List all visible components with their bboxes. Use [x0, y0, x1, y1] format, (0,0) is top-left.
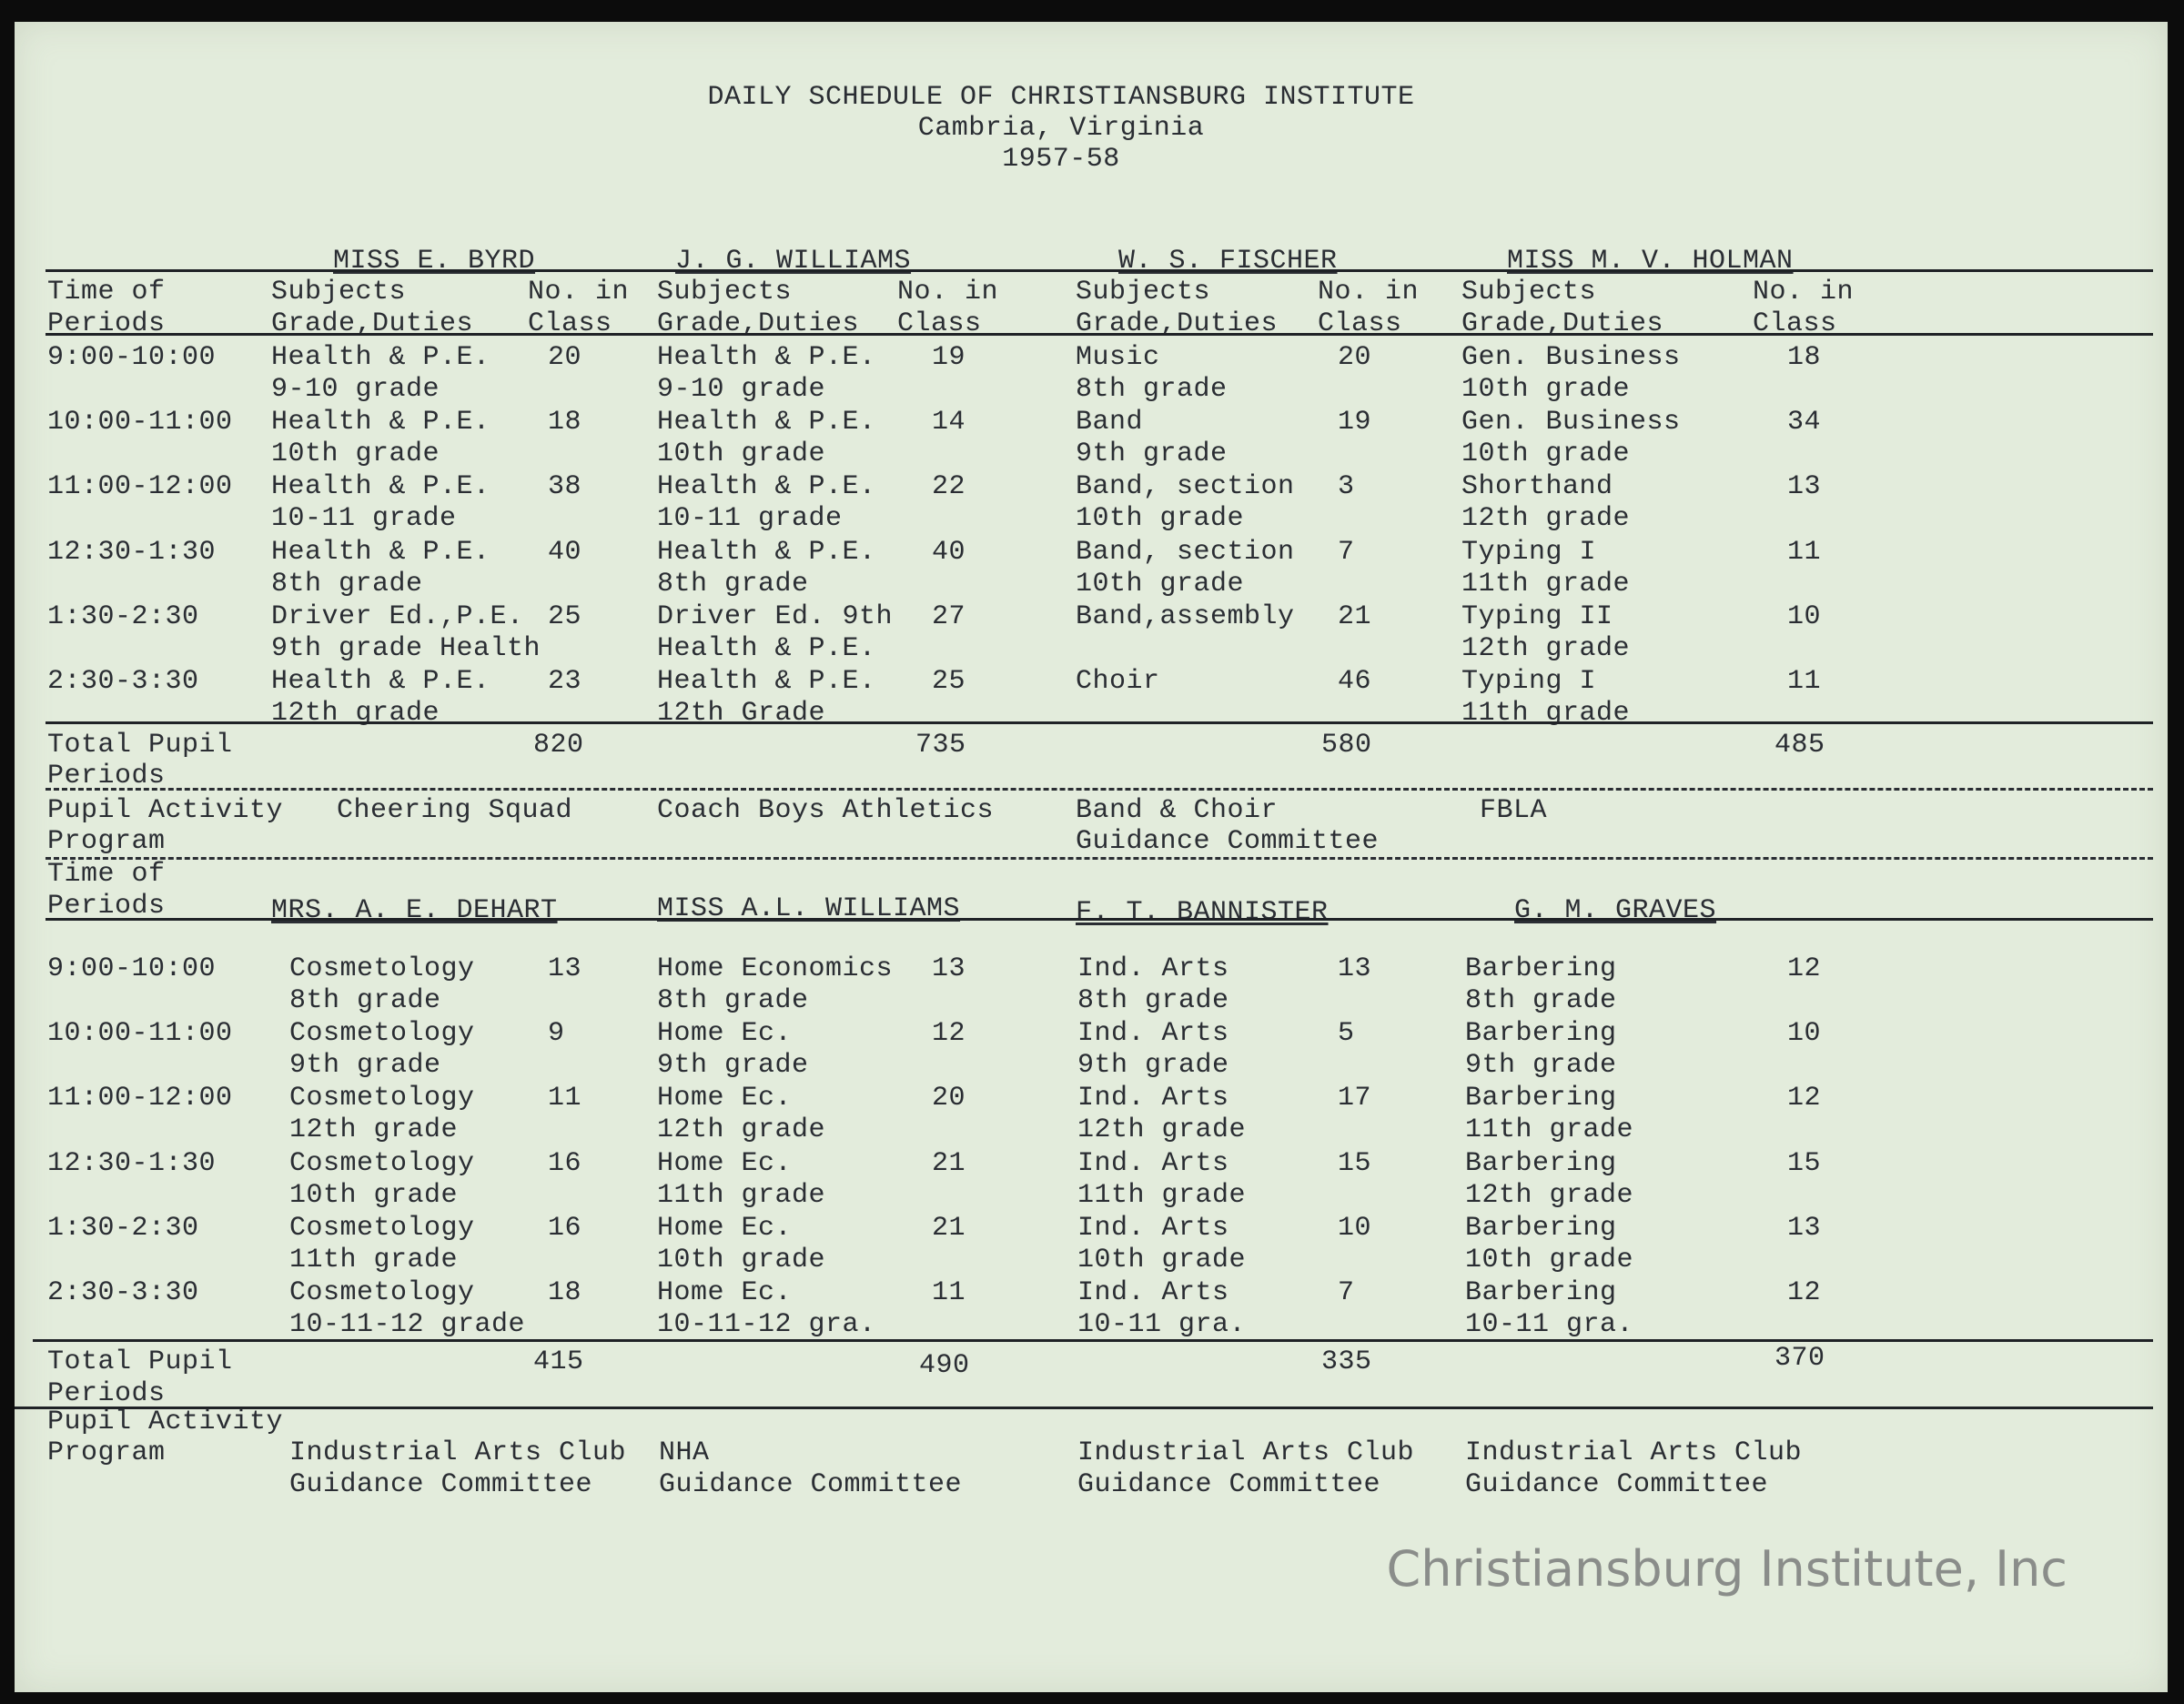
- teacher-name: MISS A.L. WILLIAMS: [657, 893, 961, 924]
- subject-text: Gen. Business: [1461, 407, 1681, 438]
- subject-text: Barbering: [1465, 1277, 1617, 1308]
- grade-text: 11th grade: [289, 1245, 459, 1275]
- activity-text: NHA: [659, 1437, 710, 1468]
- grade-text: 9th grade: [289, 1050, 441, 1081]
- header-subjects: Subjects: [1076, 277, 1211, 308]
- class-count: 40: [548, 537, 582, 568]
- header-subjects: Subjects: [271, 277, 407, 308]
- class-count: 40: [932, 537, 966, 568]
- subject-text: Music: [1076, 342, 1160, 373]
- grade-text: 12th grade: [1461, 503, 1631, 534]
- activity-text: Band & Choir: [1076, 795, 1279, 826]
- subject-text: Health & P.E.: [657, 407, 876, 438]
- activity-text: Guidance Committee: [1465, 1469, 1769, 1500]
- class-count: 34: [1787, 407, 1822, 438]
- class-count: 21: [932, 1213, 966, 1244]
- grade-text: 12th Grade: [657, 698, 826, 729]
- class-count: 46: [1338, 666, 1372, 697]
- grade-text: 9th grade Health: [271, 633, 541, 664]
- header-grade-duties: Grade,Duties: [1461, 308, 1664, 339]
- grade-text: 10-11-12 grade: [289, 1309, 526, 1340]
- header-grade-duties: Grade,Duties: [657, 308, 860, 339]
- grade-text: 12th grade: [1465, 1180, 1634, 1211]
- total-pupil-label: Total Pupil: [47, 730, 233, 761]
- header-no-in: No. in: [1318, 277, 1420, 308]
- activity-text: Guidance Committee: [289, 1469, 593, 1500]
- grade-text: 10th grade: [1465, 1245, 1634, 1275]
- subject-text: Cosmetology: [289, 1083, 475, 1114]
- subject-text: Health & P.E.: [271, 537, 490, 568]
- class-count: 12: [1787, 1083, 1822, 1114]
- subject-text: Barbering: [1465, 953, 1617, 984]
- activity-text: Guidance Committee: [1076, 826, 1380, 857]
- grade-text: 10th grade: [1461, 374, 1631, 405]
- grade-text: 8th grade: [657, 985, 809, 1016]
- grade-text: 11th grade: [1461, 698, 1631, 729]
- class-count: 11: [1787, 666, 1822, 697]
- class-count: 22: [932, 471, 966, 502]
- grade-text: 9-10 grade: [657, 374, 826, 405]
- class-count: 3: [1338, 471, 1355, 502]
- subject-text: Cosmetology: [289, 1213, 475, 1244]
- grade-text: 12th grade: [657, 1114, 826, 1145]
- subject-text: Health & P.E.: [271, 666, 490, 697]
- class-count: 13: [1338, 953, 1372, 984]
- header-grade-duties: Grade,Duties: [271, 308, 474, 339]
- class-count: 5: [1338, 1018, 1355, 1049]
- header-class: Class: [1318, 308, 1402, 339]
- subject-text: Health & P.E.: [657, 537, 876, 568]
- grade-text: 10th grade: [1076, 503, 1245, 534]
- teacher-name: G. M. GRAVES: [1514, 895, 1717, 926]
- header-class: Class: [1753, 308, 1837, 339]
- activity-text: Industrial Arts Club: [1465, 1437, 1803, 1468]
- pupil-activity-label: Pupil Activity: [47, 1407, 284, 1437]
- grade-text: 9th grade: [657, 1050, 809, 1081]
- activity-text: Industrial Arts Club: [289, 1437, 627, 1468]
- grade-text: 11th grade: [1077, 1180, 1247, 1211]
- subject-text: Band, section: [1076, 471, 1295, 502]
- class-count: 9: [548, 1018, 565, 1049]
- subject-text: Typing II: [1461, 601, 1613, 632]
- subject-text: Home Ec.: [657, 1213, 793, 1244]
- subject-text: Ind. Arts: [1077, 1018, 1229, 1049]
- class-count: 13: [932, 953, 966, 984]
- subject-text: Driver Ed. 9th: [657, 601, 894, 632]
- total-value: 735: [915, 730, 966, 761]
- class-count: 21: [932, 1148, 966, 1179]
- subject-text: Typing I: [1461, 666, 1597, 697]
- teacher-name: W. S. FISCHER: [1118, 246, 1338, 277]
- activity-text: Coach Boys Athletics: [657, 795, 995, 826]
- subject-text: Cosmetology: [289, 1018, 475, 1049]
- class-count: 20: [548, 342, 582, 373]
- grade-text: 9th grade: [1077, 1050, 1229, 1081]
- grade-text: 10th grade: [657, 1245, 826, 1275]
- subject-text: Ind. Arts: [1077, 1213, 1229, 1244]
- grade-text: 12th grade: [271, 698, 440, 729]
- subject-text: Health & P.E.: [271, 342, 490, 373]
- class-count: 16: [548, 1213, 582, 1244]
- class-count: 7: [1338, 1277, 1355, 1308]
- watermark: Christiansburg Institute, Inc: [1386, 1540, 2068, 1598]
- subject-text: Barbering: [1465, 1083, 1617, 1114]
- activity-text: Cheering Squad: [337, 795, 573, 826]
- total-value: 335: [1321, 1346, 1372, 1377]
- header-subjects: Subjects: [1461, 277, 1597, 308]
- class-count: 21: [1338, 601, 1372, 632]
- subject-text: Barbering: [1465, 1213, 1617, 1244]
- grade-text: 10th grade: [1076, 569, 1245, 600]
- period-time: 1:30-2:30: [47, 601, 199, 632]
- grade-text: 8th grade: [1465, 985, 1617, 1016]
- subject-text: Home Ec.: [657, 1277, 793, 1308]
- rule-line: [46, 333, 2153, 336]
- period-time: 10:00-11:00: [47, 1018, 233, 1049]
- grade-text: 10th grade: [657, 439, 826, 469]
- grade-text: Health & P.E.: [657, 633, 876, 664]
- total-value: 415: [533, 1346, 584, 1377]
- subject-text: Typing I: [1461, 537, 1597, 568]
- class-count: 10: [1338, 1213, 1372, 1244]
- grade-text: 9th grade: [1076, 439, 1228, 469]
- activity-text: Guidance Committee: [1077, 1469, 1381, 1500]
- class-count: 18: [548, 407, 582, 438]
- grade-text: 10-11 gra.: [1465, 1309, 1634, 1340]
- subject-text: Choir: [1076, 666, 1160, 697]
- document-title: DAILY SCHEDULE OF CHRISTIANSBURG INSTITUTE: [707, 82, 1415, 113]
- grade-text: 8th grade: [289, 985, 441, 1016]
- class-count: 7: [1338, 537, 1355, 568]
- class-count: 19: [932, 342, 966, 373]
- activity-text: Industrial Arts Club: [1077, 1437, 1415, 1468]
- subject-text: Home Ec.: [657, 1018, 793, 1049]
- header-no-in: No. in: [897, 277, 999, 308]
- grade-text: 10-11 grade: [657, 503, 843, 534]
- period-time: 11:00-12:00: [47, 1083, 233, 1114]
- teacher-name: J. G. WILLIAMS: [675, 246, 912, 277]
- grade-text: 8th grade: [1077, 985, 1229, 1016]
- subject-text: Gen. Business: [1461, 342, 1681, 373]
- document-location: Cambria, Virginia: [917, 113, 1205, 144]
- class-count: 38: [548, 471, 582, 502]
- grade-text: 11th grade: [1465, 1114, 1634, 1145]
- class-count: 11: [548, 1083, 582, 1114]
- grade-text: 8th grade: [1076, 374, 1228, 405]
- grade-text: 12th grade: [1077, 1114, 1247, 1145]
- class-count: 18: [548, 1277, 582, 1308]
- period-time: 1:30-2:30: [47, 1213, 199, 1244]
- grade-text: 12th grade: [289, 1114, 459, 1145]
- header-grade-duties: Grade,Duties: [1076, 308, 1279, 339]
- grade-text: 10th grade: [289, 1180, 459, 1211]
- class-count: 25: [548, 601, 582, 632]
- class-count: 20: [932, 1083, 966, 1114]
- grade-text: 9-10 grade: [271, 374, 440, 405]
- total-value: 490: [919, 1350, 970, 1381]
- period-time: 9:00-10:00: [47, 342, 217, 373]
- header-class: Class: [528, 308, 612, 339]
- class-count: 14: [932, 407, 966, 438]
- subject-text: Shorthand: [1461, 471, 1613, 502]
- class-count: 18: [1787, 342, 1822, 373]
- class-count: 12: [1787, 953, 1822, 984]
- subject-text: Health & P.E.: [271, 471, 490, 502]
- class-count: 12: [932, 1018, 966, 1049]
- period-time: 10:00-11:00: [47, 407, 233, 438]
- subject-text: Ind. Arts: [1077, 953, 1229, 984]
- class-count: 10: [1787, 1018, 1822, 1049]
- period-time: 2:30-3:30: [47, 666, 199, 697]
- period-time: 9:00-10:00: [47, 953, 217, 984]
- subject-text: Ind. Arts: [1077, 1148, 1229, 1179]
- rule-line: [15, 1407, 2153, 1409]
- period-time: 2:30-3:30: [47, 1277, 199, 1308]
- activity-text: FBLA: [1480, 795, 1548, 826]
- subject-text: Band, section: [1076, 537, 1295, 568]
- grade-text: 11th grade: [1461, 569, 1631, 600]
- teacher-name: MRS. A. E. DEHART: [271, 895, 558, 926]
- period-time: 12:30-1:30: [47, 1148, 217, 1179]
- subject-text: Home Economics: [657, 953, 894, 984]
- grade-text: 12th grade: [1461, 633, 1631, 664]
- rule-line: [46, 918, 2153, 921]
- grade-text: 10-11 gra.: [1077, 1309, 1247, 1340]
- class-count: 16: [548, 1148, 582, 1179]
- program-label: Program: [47, 826, 166, 857]
- class-count: 12: [1787, 1277, 1822, 1308]
- teacher-name: F. T. BANNISTER: [1076, 897, 1329, 928]
- subject-text: Home Ec.: [657, 1148, 793, 1179]
- subject-text: Health & P.E.: [657, 342, 876, 373]
- class-count: 13: [548, 953, 582, 984]
- total-value: 820: [533, 730, 584, 761]
- rule-line: [46, 721, 2153, 724]
- pupil-activity-label: Pupil Activity: [47, 795, 284, 826]
- class-count: 15: [1787, 1148, 1822, 1179]
- rule-line: [46, 788, 2153, 791]
- grade-text: 8th grade: [657, 569, 809, 600]
- header-time-of: Time of: [47, 277, 166, 308]
- total-pupil-label: Total Pupil: [47, 1346, 233, 1377]
- grade-text: 10-11-12 gra.: [657, 1309, 876, 1340]
- total-value: 370: [1774, 1343, 1825, 1374]
- class-count: 23: [548, 666, 582, 697]
- class-count: 13: [1787, 471, 1822, 502]
- subject-text: Barbering: [1465, 1148, 1617, 1179]
- subject-text: Ind. Arts: [1077, 1083, 1229, 1114]
- teacher-name: MISS E. BYRD: [333, 246, 536, 277]
- activity-text: Guidance Committee: [659, 1469, 963, 1500]
- subject-text: Health & P.E.: [657, 666, 876, 697]
- header-no-in: No. in: [528, 277, 630, 308]
- subject-text: Cosmetology: [289, 1277, 475, 1308]
- total-periods-label: Periods: [47, 1378, 166, 1409]
- class-count: 11: [932, 1277, 966, 1308]
- header-no-in: No. in: [1753, 277, 1855, 308]
- document-page: [15, 22, 2168, 1692]
- header-time-of: Time of: [47, 859, 166, 890]
- grade-text: 10th grade: [1077, 1245, 1247, 1275]
- subject-text: Cosmetology: [289, 1148, 475, 1179]
- total-value: 485: [1774, 730, 1825, 761]
- rule-line: [46, 269, 2153, 272]
- class-count: 19: [1338, 407, 1372, 438]
- class-count: 17: [1338, 1083, 1372, 1114]
- class-count: 25: [932, 666, 966, 697]
- grade-text: 8th grade: [271, 569, 423, 600]
- subject-text: Health & P.E.: [271, 407, 490, 438]
- program-label: Program: [47, 1437, 166, 1468]
- grade-text: 9th grade: [1465, 1050, 1617, 1081]
- class-count: 10: [1787, 601, 1822, 632]
- teacher-name: MISS M. V. HOLMAN: [1507, 246, 1794, 277]
- grade-text: 10-11 grade: [271, 503, 457, 534]
- header-periods: Periods: [47, 891, 166, 922]
- rule-line: [33, 1339, 2153, 1342]
- class-count: 11: [1787, 537, 1822, 568]
- rule-line: [46, 857, 2153, 860]
- header-class: Class: [897, 308, 982, 339]
- class-count: 15: [1338, 1148, 1372, 1179]
- subject-text: Health & P.E.: [657, 471, 876, 502]
- header-subjects: Subjects: [657, 277, 793, 308]
- class-count: 27: [932, 601, 966, 632]
- document-year: 1957-58: [1002, 144, 1120, 175]
- subject-text: Barbering: [1465, 1018, 1617, 1049]
- grade-text: 10th grade: [271, 439, 440, 469]
- total-periods-label: Periods: [47, 761, 166, 792]
- grade-text: 10th grade: [1461, 439, 1631, 469]
- subject-text: Ind. Arts: [1077, 1277, 1229, 1308]
- subject-text: Cosmetology: [289, 953, 475, 984]
- subject-text: Band,assembly: [1076, 601, 1295, 632]
- grade-text: 11th grade: [657, 1180, 826, 1211]
- period-time: 11:00-12:00: [47, 471, 233, 502]
- class-count: 13: [1787, 1213, 1822, 1244]
- subject-text: Band: [1076, 407, 1144, 438]
- class-count: 20: [1338, 342, 1372, 373]
- period-time: 12:30-1:30: [47, 537, 217, 568]
- header-periods: Periods: [47, 308, 166, 339]
- subject-text: Driver Ed.,P.E.: [271, 601, 524, 632]
- subject-text: Home Ec.: [657, 1083, 793, 1114]
- total-value: 580: [1321, 730, 1372, 761]
